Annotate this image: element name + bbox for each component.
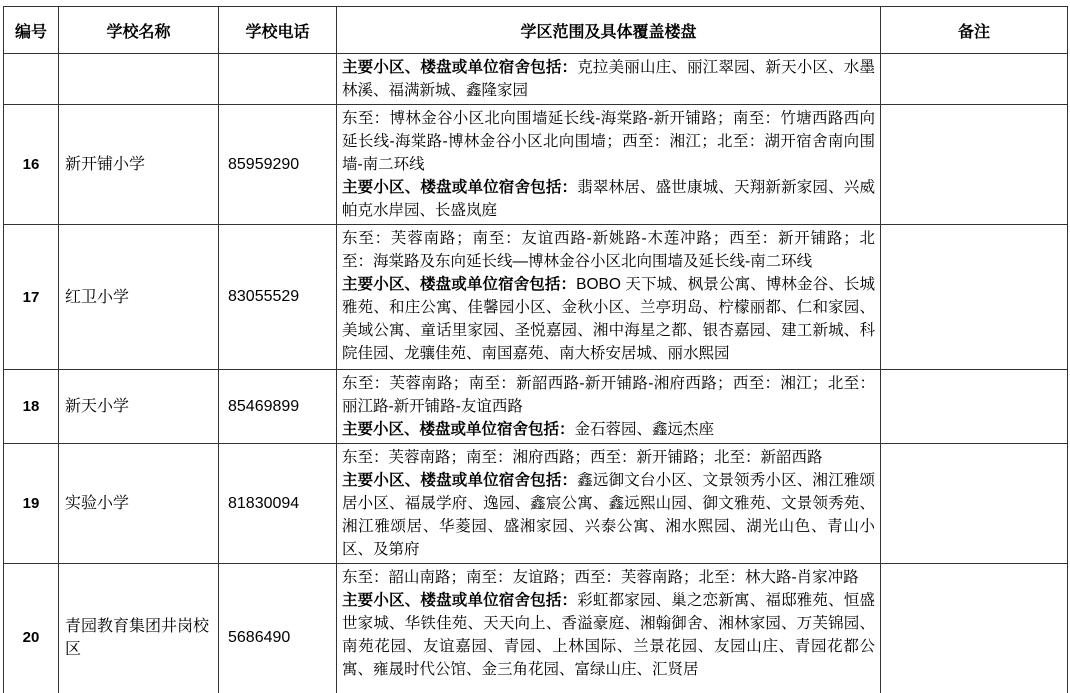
estates-paragraph xyxy=(342,176,875,222)
estates-label: 主要小区、楼盘或单位宿舍包括： xyxy=(342,276,577,293)
district-range-cell xyxy=(337,54,881,105)
estates-paragraph xyxy=(342,589,875,681)
school-phone-cell xyxy=(219,54,337,105)
school-phone-cell: 81830094 xyxy=(219,444,337,564)
estates-label: 主要小区、楼盘或单位宿舍包括： xyxy=(342,179,578,196)
row-number-cell: 17 xyxy=(4,225,59,370)
school-district-table xyxy=(3,6,1068,693)
estates-label: 主要小区、楼盘或单位宿舍包括： xyxy=(342,59,578,76)
school-phone-cell: 85469899 xyxy=(219,370,337,444)
header-cell-school-phone: 学校电话 xyxy=(219,7,337,54)
table-row xyxy=(4,105,1068,225)
estates-list: 翡翠林居、盛世康城、天翔新新家园、兴威帕克水岸园、长盛岚庭 xyxy=(342,179,875,219)
district-range-cell xyxy=(337,444,881,564)
estates-label: 主要小区、楼盘或单位宿舍包括： xyxy=(342,421,575,438)
remark-cell xyxy=(881,370,1068,444)
boundary-text: 东至：博林金谷小区北向围墙延长线-海棠路-新开铺路；南至：竹塘西路西向延长线-海棠路-博林金谷小区北向围墙；西至：湘江；北至：湖开宿舍南向围墙-南二环线 xyxy=(342,110,875,173)
estates-paragraph xyxy=(342,56,875,102)
school-name-cell: 新开铺小学 xyxy=(59,105,219,225)
district-range-cell xyxy=(337,105,881,225)
school-name-cell xyxy=(59,54,219,105)
school-name-cell: 新天小学 xyxy=(59,370,219,444)
boundary-text: 东至：韶山南路；南至：友谊路；西至：芙蓉南路；北至：林大路-肖家冲路 xyxy=(342,569,859,586)
remark-cell xyxy=(881,225,1068,370)
remark-cell xyxy=(881,444,1068,564)
header-cell-district-range: 学区范围及具体覆盖楼盘 xyxy=(337,7,881,54)
school-phone-cell: 83055529 xyxy=(219,225,337,370)
remark-cell xyxy=(881,54,1068,105)
estates-label: 主要小区、楼盘或单位宿舍包括： xyxy=(342,592,578,609)
estates-list: 鑫远御文台小区、文景领秀小区、湘江雅颂居小区、福晟学府、逸园、鑫宸公寓、鑫远熙山园、御文雅苑、文景领秀苑、湘江雅颂居、华菱园、盛湘家园、兴泰公寓、湘水熙园、湖光山色、青山小区、及第府 xyxy=(342,472,875,558)
row-number-cell: 18 xyxy=(4,370,59,444)
school-name-cell: 青园教育集团井岗校区 xyxy=(59,564,219,693)
row-number-cell: 16 xyxy=(4,105,59,225)
school-name-cell: 红卫小学 xyxy=(59,225,219,370)
header-cell-remark: 备注 xyxy=(881,7,1068,54)
header-row xyxy=(4,7,1068,54)
remark-cell xyxy=(881,564,1068,693)
table-row xyxy=(4,225,1068,370)
estates-list: 彩虹都家园、巢之恋新寓、福邸雅苑、恒盛世家城、华铁佳苑、天天向上、香溢豪庭、湘翰御舍、湘林家园、万芙锦园、南苑花园、友谊嘉园、青园、上林国际、兰景花园、友园山庄、青园花都公寓、雍晟时代公馆、金三角花园、富绿山庄、汇贤居 xyxy=(342,592,875,678)
header-cell-school-name: 学校名称 xyxy=(59,7,219,54)
school-name-cell: 实验小学 xyxy=(59,444,219,564)
estates-paragraph xyxy=(342,469,875,561)
district-range-cell xyxy=(337,370,881,444)
district-range-cell xyxy=(337,564,881,693)
estates-list: BOBO 天下城、枫景公寓、博林金谷、长城雅苑、和庄公寓、佳馨园小区、金秋小区、兰亭玥岛、柠檬丽都、仁和家园、美域公寓、童话里家园、圣悦嘉园、湘中海星之都、银杏嘉园、建工新城、科院佳园、龙骧佳苑、南国嘉苑、南大桥安居城、丽水熙园 xyxy=(342,276,875,362)
row-number-cell: 20 xyxy=(4,564,59,693)
boundary-text: 东至：芙蓉南路；南至：湘府西路；西至：新开铺路；北至：新韶西路 xyxy=(342,449,823,466)
table-row xyxy=(4,54,1068,105)
school-phone-cell: 85959290 xyxy=(219,105,337,225)
row-number-cell: 19 xyxy=(4,444,59,564)
estates-paragraph xyxy=(342,418,875,441)
school-phone-cell: 5686490 xyxy=(219,564,337,693)
estates-paragraph xyxy=(342,273,875,365)
header-cell-number: 编号 xyxy=(4,7,59,54)
estates-list: 金石蓉园、鑫远杰座 xyxy=(574,421,715,438)
remark-cell xyxy=(881,105,1068,225)
boundary-text: 东至：芙蓉南路；南至：友谊西路-新姚路-木莲冲路；西至：新开铺路；北至：海棠路及东向延长线—博林金谷小区北向围墙及延长线-南二环线 xyxy=(342,230,875,270)
estates-list: 克拉美丽山庄、丽江翠园、新天小区、水墨林溪、福满新城、鑫隆家园 xyxy=(342,59,875,99)
boundary-text: 东至：芙蓉南路；南至：新韶西路-新开铺路-湘府西路；西至：湘江；北至：丽江路-新开铺路-友谊西路 xyxy=(342,375,875,415)
district-range-cell xyxy=(337,225,881,370)
row-number-cell xyxy=(4,54,59,105)
table-row xyxy=(4,444,1068,564)
table-row xyxy=(4,370,1068,444)
table-row xyxy=(4,564,1068,693)
estates-label: 主要小区、楼盘或单位宿舍包括： xyxy=(342,472,578,489)
